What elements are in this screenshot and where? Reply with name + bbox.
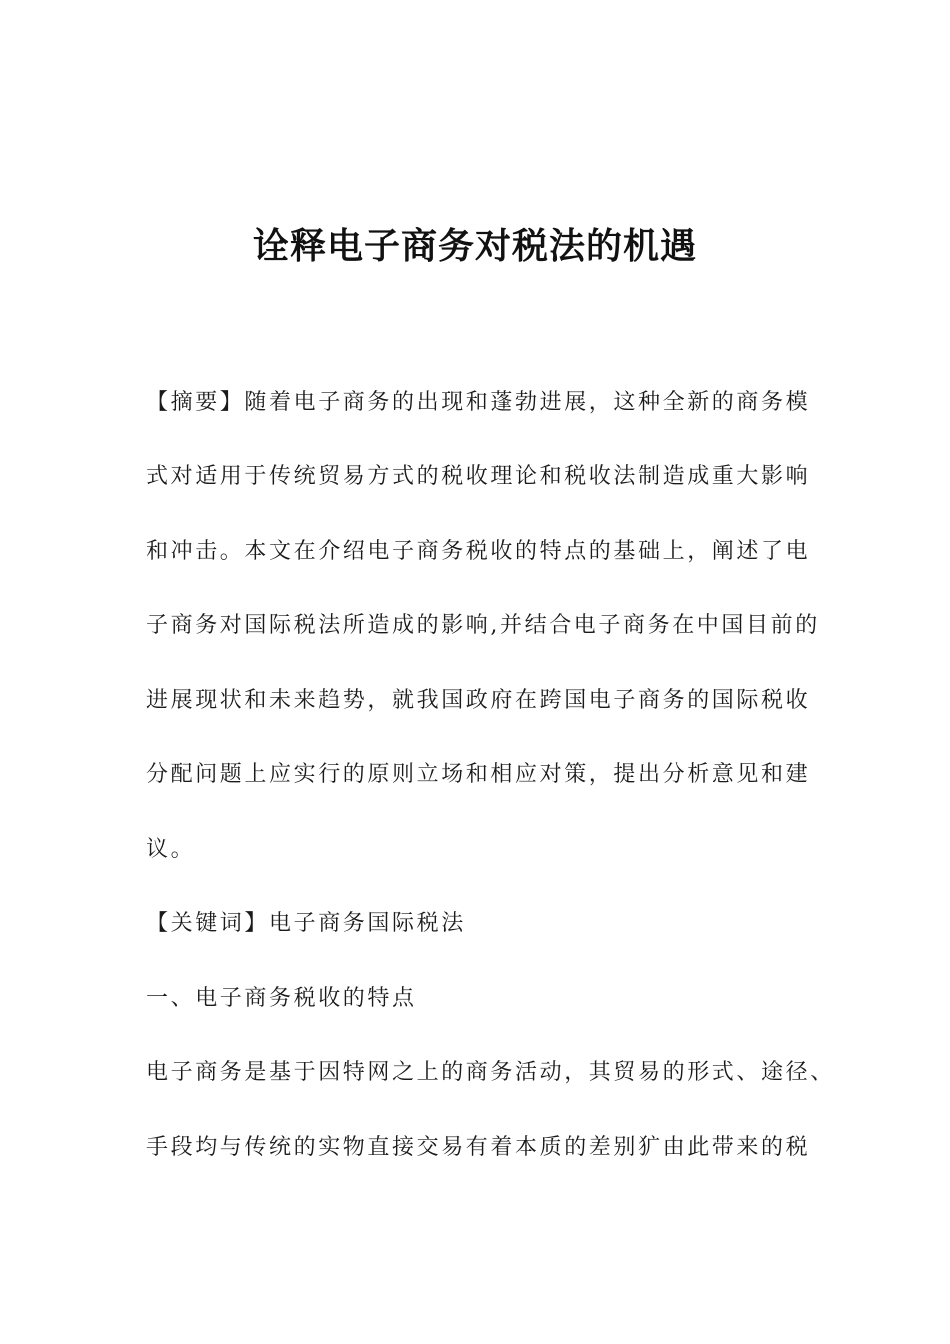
- section-heading: 一、电子商务税收的特点: [146, 986, 417, 1011]
- abstract-line-6: 分配问题上应实行的原则立场和相应对策，提出分析意见和建: [146, 762, 811, 787]
- abstract-line-3: 和冲击。本文在介绍电子商务税收的特点的基础上，阐述了电: [146, 539, 811, 564]
- abstract-line-5: 进展现状和未来趋势，就我国政府在跨国电子商务的国际税收: [146, 688, 811, 713]
- document-title: 诠释电子商务对税法的机遇: [252, 226, 697, 267]
- abstract-line-1: 【摘要】随着电子商务的出现和蓬勃进展，这种全新的商务模: [146, 390, 811, 415]
- keywords-line: 【关键词】电子商务国际税法: [146, 911, 466, 936]
- abstract-line-4: 子商务对国际税法所造成的影响,并结合电子商务在中国目前的: [146, 613, 820, 638]
- abstract-line-2: 式对适用于传统贸易方式的税收理论和税收法制造成重大影响: [146, 464, 811, 489]
- abstract-line-7: 议。: [146, 837, 196, 862]
- body-line-2: 手段均与传统的实物直接交易有着本质的差别犷由此带来的税: [146, 1135, 811, 1160]
- body-line-1: 电子商务是基于因特网之上的商务活动，其贸易的形式、途径、: [146, 1060, 835, 1085]
